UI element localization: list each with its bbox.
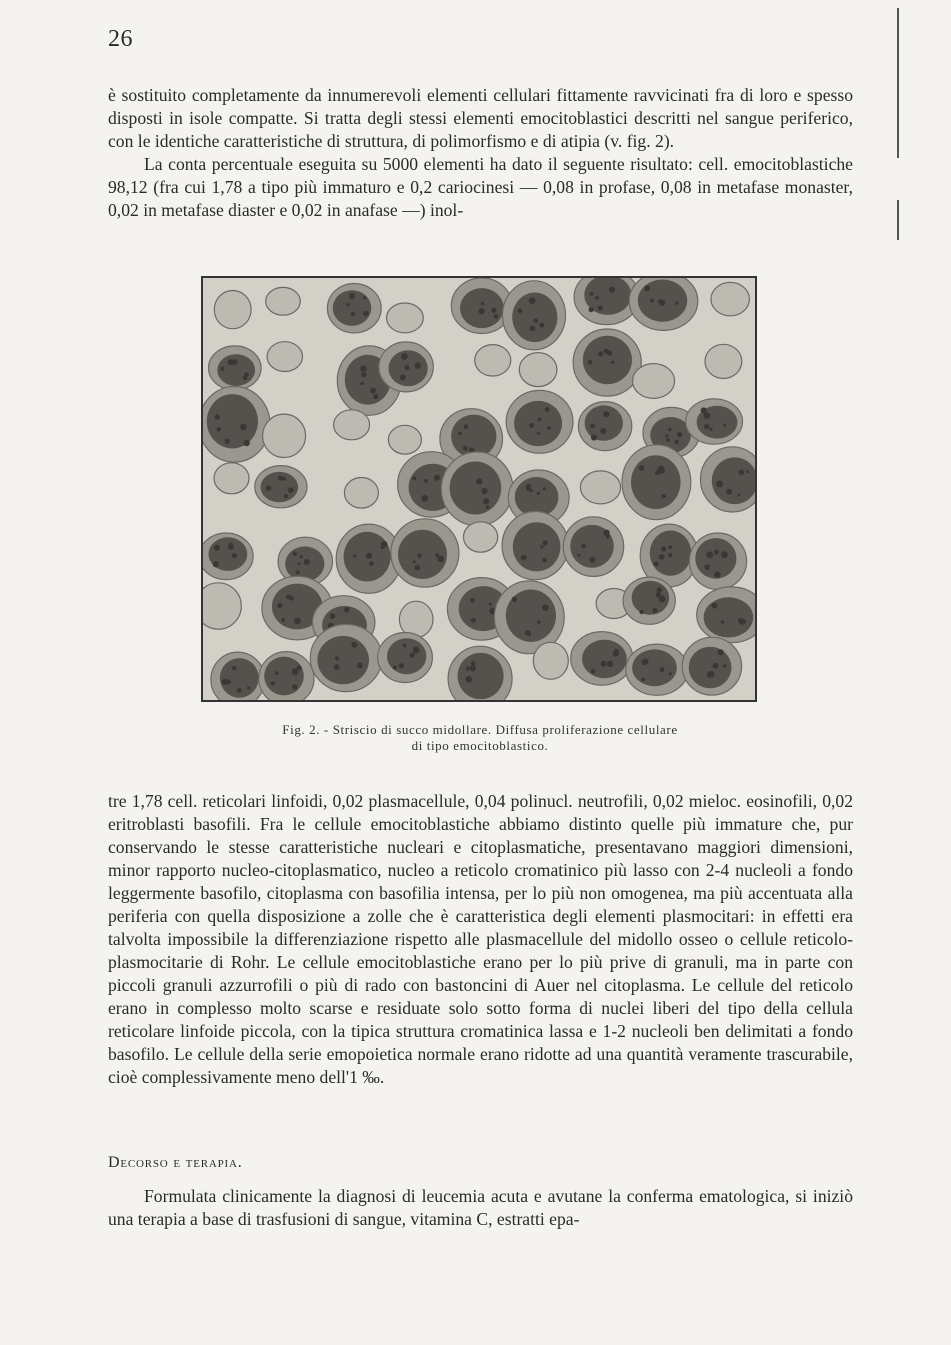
cell-nucleus	[398, 530, 447, 579]
chromatin-granule	[523, 555, 527, 559]
chromatin-granule	[644, 285, 650, 291]
chromatin-granule	[590, 292, 594, 296]
cell-cytoplasm	[475, 345, 511, 376]
chromatin-granule	[222, 679, 228, 685]
chromatin-granule	[654, 561, 659, 566]
chromatin-granule	[300, 555, 303, 558]
chromatin-granule	[293, 551, 298, 556]
chromatin-granule	[266, 485, 272, 491]
chromatin-granule	[723, 424, 726, 427]
chromatin-granule	[351, 312, 355, 316]
cell-cytoplasm	[519, 353, 557, 387]
chromatin-granule	[401, 353, 408, 360]
chromatin-granule	[590, 424, 595, 429]
chromatin-granule	[399, 663, 404, 668]
chromatin-granule	[296, 570, 300, 574]
chromatin-granule	[373, 394, 378, 399]
chromatin-granule	[361, 372, 366, 377]
micrograph-image	[203, 278, 755, 700]
cell-cytoplasm	[464, 522, 498, 552]
cell-nucleus	[460, 288, 504, 328]
chromatin-granule	[463, 446, 468, 451]
chromatin-granule	[413, 560, 416, 563]
chromatin-granule	[668, 545, 672, 549]
chromatin-granule	[294, 618, 301, 625]
chromatin-granule	[659, 596, 666, 603]
chromatin-granule	[706, 551, 713, 558]
chromatin-granule	[512, 597, 517, 602]
cell-nucleus	[207, 394, 258, 448]
body-text-end	[108, 1185, 853, 1231]
chromatin-granule	[213, 561, 219, 567]
chromatin-granule	[718, 649, 724, 655]
chromatin-granule	[607, 661, 613, 667]
chromatin-granule	[232, 666, 237, 671]
chromatin-granule	[713, 663, 719, 669]
caption-line: di tipo emocitoblastico.	[411, 738, 549, 753]
chromatin-granule	[435, 553, 439, 557]
chromatin-granule	[542, 558, 547, 563]
cell-cytoplasm	[533, 642, 568, 679]
chromatin-granule	[381, 545, 385, 549]
chromatin-granule	[674, 440, 679, 445]
chromatin-granule	[304, 559, 310, 565]
cell-cytoplasm	[705, 344, 742, 378]
cell-nucleus	[689, 647, 732, 689]
chromatin-granule	[590, 557, 596, 563]
chromatin-granule	[525, 630, 531, 636]
chromatin-granule	[677, 432, 682, 437]
cell-cytoplasm	[344, 478, 378, 509]
chromatin-granule	[716, 480, 723, 487]
margin-rule	[897, 8, 899, 158]
chromatin-granule	[486, 505, 489, 508]
cell-nucleus	[631, 455, 681, 509]
chromatin-granule	[215, 414, 220, 419]
cell-cytoplasm	[214, 291, 251, 329]
chromatin-granule	[466, 667, 470, 671]
chromatin-granule	[650, 299, 654, 303]
chromatin-granule	[410, 653, 415, 658]
chromatin-granule	[415, 565, 421, 571]
chromatin-granule	[704, 424, 710, 430]
chromatin-granule	[334, 664, 340, 670]
chromatin-granule	[721, 620, 724, 623]
chromatin-granule	[547, 426, 551, 430]
chromatin-granule	[639, 465, 645, 471]
chromatin-granule	[642, 658, 648, 664]
chromatin-granule	[606, 535, 609, 538]
chromatin-granule	[369, 561, 374, 566]
chromatin-granule	[277, 603, 282, 608]
cell-cytoplasm	[266, 287, 301, 315]
chromatin-granule	[543, 540, 548, 545]
chromatin-granule	[476, 478, 482, 484]
chromatin-granule	[542, 604, 549, 611]
cell-cytoplasm	[711, 282, 749, 315]
chromatin-granule	[709, 428, 712, 431]
chromatin-granule	[288, 487, 294, 493]
cell-nucleus	[585, 405, 623, 440]
chromatin-granule	[613, 651, 619, 657]
chromatin-granule	[726, 489, 732, 495]
chromatin-granule	[675, 301, 678, 304]
chromatin-granule	[344, 607, 349, 612]
cell-nucleus	[514, 401, 562, 446]
chromatin-granule	[601, 661, 607, 667]
chromatin-granule	[357, 662, 363, 668]
chromatin-granule	[600, 428, 606, 434]
chromatin-granule	[351, 642, 357, 648]
chromatin-granule	[421, 495, 428, 502]
paragraph: tre 1,78 cell. reticolari linfoidi, 0,02 plasmacellule, 0,04 polinucl. neutrofili, 0,02 mieloc. eosinofili, 0,02 eritroblasti basofili. Fra le cellule emocitoblastiche abbiamo distinto quelle più immature che, pur conservando le stesse caratteristiche nucleari e citoplasmatiche, presentavano maggiori dimensioni, minor rapporto nucleo-citoplasmatico, nucleo a reticolo cromatinico più lasso con 2-4 nucleoli a fondo leggermente basofilo, citoplasma con basofilia intensa, per lo più non omogenea, ma più accentuata alla periferia con quella disposizione a zolle che è caratteristica degli elementi plasmocitari: in effetti era talvolta impossibile la differenziazione rispetto alle plasmacellule del midollo osseo o cellule reticolo-plasmocitarie di Rohr. Le cellule emocitoblastiche erano per lo più prive di granuli, ma in parte con piccoli granuli azzurrofili o più di rado con bastoncini di Auer nel citoplasma. Le cellule del reticolo erano in complesso molto scarse e residuate solo sotto forma di nuclei liberi del tipo della cellula reticolare linfoide piccola, con la tipica struttura cromatinica lassa e 1-2 nucleoli ben delimitati a fondo basofilo. Le cellule della serie emopoietica normale erano ridotte ad una quantità veramente trascurabile, cioè complessivamente meno dell'1 ‰.	[108, 791, 853, 1087]
chromatin-granule	[471, 618, 476, 623]
chromatin-granule	[603, 530, 609, 536]
chromatin-granule	[434, 475, 440, 481]
chromatin-granule	[598, 352, 603, 357]
chromatin-granule	[641, 678, 645, 682]
caption-line: Fig. 2. - Striscio di succo midollare. Diffusa proliferazione cellulare	[282, 722, 678, 737]
chromatin-granule	[404, 365, 409, 370]
chromatin-granule	[704, 564, 710, 570]
paragraph: è sostituito completamente da innumerevoli elementi cellulari fittamente ravvicinati fra di loro e spesso disposti in isole compatte. Si tratta degli stessi elementi emocitoblastici descritti nel sangue periferico, con le identiche caratteristiche di struttura, di polimorfismo e di atipia (v. fig. 2).	[108, 85, 853, 151]
chromatin-granule	[714, 550, 719, 555]
chromatin-granule	[335, 656, 339, 660]
chromatin-granule	[657, 587, 663, 593]
chromatin-granule	[591, 669, 596, 674]
chromatin-granule	[526, 484, 531, 489]
figure-caption	[200, 722, 760, 754]
chromatin-granule	[589, 307, 594, 312]
cell-cytoplasm	[633, 364, 675, 399]
chromatin-granule	[659, 554, 665, 560]
chromatin-granule	[243, 440, 249, 446]
chromatin-granule	[529, 423, 534, 428]
cell-nucleus	[513, 522, 561, 571]
chromatin-granule	[723, 664, 726, 667]
chromatin-granule	[665, 434, 668, 437]
chromatin-granule	[603, 411, 609, 417]
chromatin-granule	[214, 545, 220, 551]
chromatin-granule	[237, 688, 242, 693]
chromatin-granule	[581, 544, 586, 549]
chromatin-granule	[701, 407, 707, 413]
chromatin-granule	[349, 293, 355, 299]
chromatin-granule	[595, 296, 599, 300]
body-text-bottom	[108, 790, 853, 1089]
chromatin-granule	[360, 365, 367, 372]
chromatin-granule	[284, 494, 288, 498]
chromatin-granule	[292, 684, 297, 689]
cell-cytoplasm	[387, 303, 424, 333]
cell-cytoplasm	[580, 471, 620, 504]
body-text-top	[108, 84, 853, 222]
chromatin-granule	[479, 308, 485, 314]
chromatin-granule	[278, 476, 283, 481]
chromatin-granule	[298, 562, 301, 565]
cell-cytoplasm	[388, 425, 421, 454]
chromatin-granule	[330, 613, 336, 619]
cell-nucleus	[264, 657, 304, 696]
chromatin-granule	[363, 311, 369, 317]
paragraph: Formulata clinicamente la diagnosi di leucemia acuta e avutane la conferma ematologica, si iniziò una terapia a base di trasfusioni di sangue, vitamina C, estratti epa-	[108, 1186, 853, 1229]
chromatin-granule	[529, 297, 536, 304]
cell-nucleus	[582, 640, 627, 679]
cell-cytoplasm	[334, 410, 370, 440]
cell-cytoplasm	[263, 414, 306, 457]
chromatin-granule	[413, 647, 420, 654]
chromatin-granule	[538, 417, 542, 421]
chromatin-granule	[534, 318, 539, 323]
cell-nucleus	[704, 597, 754, 637]
chromatin-granule	[739, 618, 746, 625]
margin-rule	[897, 200, 899, 240]
chromatin-granule	[659, 299, 666, 306]
chromatin-granule	[286, 595, 291, 600]
cell-cytoplasm	[267, 342, 302, 372]
chromatin-granule	[746, 470, 749, 473]
chromatin-granule	[217, 427, 221, 431]
chromatin-granule	[577, 554, 580, 557]
chromatin-granule	[464, 424, 469, 429]
chromatin-granule	[417, 554, 421, 558]
chromatin-granule	[297, 665, 302, 670]
chromatin-granule	[543, 487, 546, 490]
chromatin-granule	[669, 672, 672, 675]
chromatin-granule	[545, 407, 550, 412]
chromatin-granule	[659, 468, 665, 474]
chromatin-granule	[481, 302, 484, 305]
chromatin-granule	[591, 434, 597, 440]
chromatin-granule	[494, 314, 499, 319]
chromatin-granule	[707, 672, 712, 677]
chromatin-granule	[353, 554, 356, 557]
chromatin-granule	[712, 603, 718, 609]
chromatin-granule	[403, 644, 407, 648]
chromatin-granule	[470, 598, 475, 603]
chromatin-granule	[465, 676, 472, 683]
chromatin-granule	[607, 350, 612, 355]
chromatin-granule	[660, 667, 665, 672]
cell-nucleus	[387, 638, 426, 674]
page-number: 26	[108, 26, 133, 52]
chromatin-granule	[537, 620, 541, 624]
chromatin-granule	[666, 438, 670, 442]
chromatin-granule	[281, 618, 285, 622]
chromatin-granule	[482, 491, 485, 494]
chromatin-granule	[714, 571, 721, 578]
paragraph: La conta percentuale eseguita su 5000 elementi ha dato il seguente risultato: cell. emocitoblastiche 98,12 (fra cui 1,78 a tipo più immaturo e 0,2 cariocinesi — 0,08 in profase, 0,08 in metafase monaster, 0,02 in metafase diaster e 0,02 in anafase —) inol-	[108, 154, 853, 220]
chromatin-granule	[598, 306, 603, 311]
chromatin-granule	[639, 610, 643, 614]
chromatin-granule	[412, 476, 416, 480]
chromatin-granule	[662, 494, 666, 498]
chromatin-granule	[661, 546, 666, 551]
chromatin-granule	[721, 551, 728, 558]
chromatin-granule	[611, 361, 614, 364]
chromatin-granule	[240, 424, 247, 431]
chromatin-granule	[668, 553, 672, 557]
cell-cytoplasm	[214, 463, 249, 494]
chromatin-granule	[652, 608, 657, 613]
chromatin-granule	[244, 372, 249, 377]
chromatin-granule	[737, 494, 740, 497]
chromatin-granule	[346, 303, 349, 306]
chromatin-granule	[229, 543, 233, 547]
chromatin-granule	[739, 469, 745, 475]
chromatin-granule	[247, 686, 250, 689]
chromatin-granule	[458, 432, 461, 435]
chromatin-granule	[225, 439, 230, 444]
chromatin-granule	[220, 367, 224, 371]
chromatin-granule	[271, 681, 275, 685]
cell-nucleus	[450, 462, 502, 515]
chromatin-granule	[609, 287, 615, 293]
cell-nucleus	[317, 636, 369, 684]
chromatin-granule	[540, 545, 543, 548]
chromatin-granule	[588, 360, 593, 365]
chromatin-granule	[518, 308, 523, 313]
chromatin-granule	[360, 382, 364, 386]
chromatin-granule	[492, 308, 497, 313]
chromatin-granule	[415, 362, 421, 368]
figure-micrograph	[201, 276, 757, 702]
cell-nucleus	[632, 649, 677, 686]
chromatin-granule	[275, 671, 279, 675]
chromatin-granule	[537, 432, 540, 435]
chromatin-granule	[529, 326, 535, 332]
chromatin-granule	[489, 603, 492, 606]
chromatin-granule	[232, 553, 237, 558]
section-heading: Decorso e terapia.	[108, 1154, 243, 1171]
chromatin-granule	[363, 296, 366, 299]
chromatin-granule	[539, 323, 544, 328]
chromatin-granule	[424, 479, 428, 483]
chromatin-granule	[232, 359, 238, 365]
chromatin-granule	[366, 553, 372, 559]
cell-nucleus	[458, 653, 504, 700]
chromatin-granule	[537, 492, 540, 495]
chromatin-granule	[370, 388, 376, 394]
chromatin-granule	[668, 428, 671, 431]
chromatin-granule	[483, 498, 489, 504]
chromatin-granule	[393, 665, 397, 669]
chromatin-granule	[400, 374, 406, 380]
chromatin-granule	[472, 664, 476, 668]
